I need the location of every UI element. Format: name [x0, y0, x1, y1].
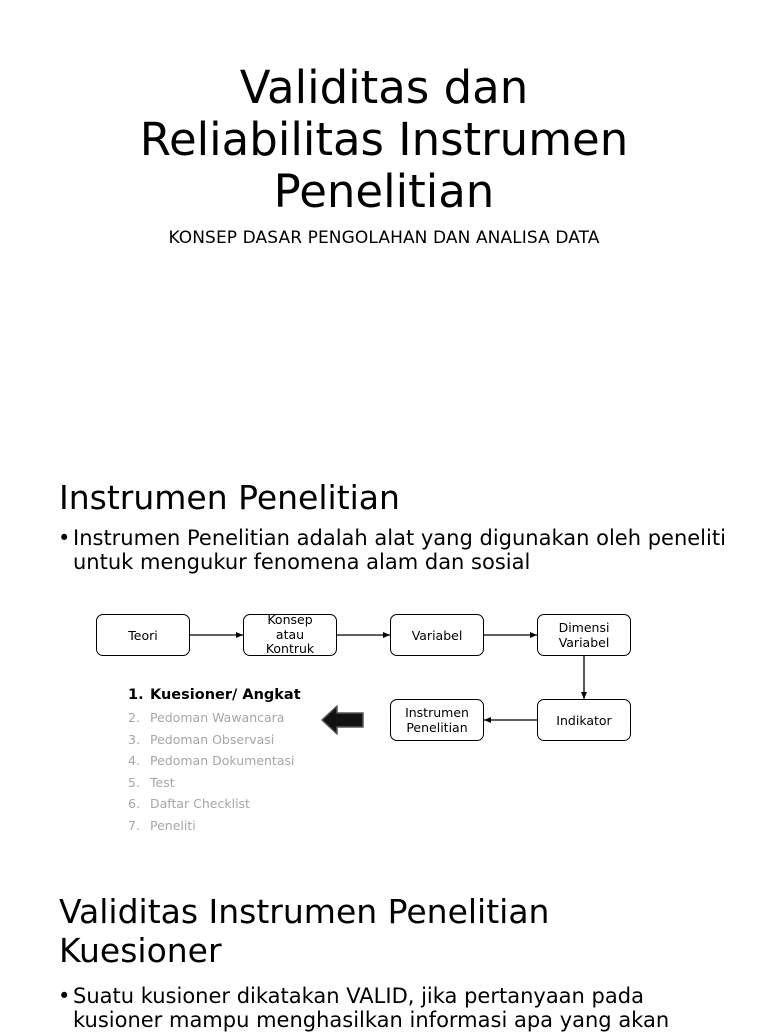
list-label: Daftar Checklist — [150, 796, 250, 812]
node-konsep — [243, 614, 337, 656]
instrumen-slide — [0, 440, 768, 860]
node-label: Variabel — [558, 635, 610, 650]
node-label: Instrumen — [405, 705, 469, 720]
left-arrow-icon — [322, 706, 363, 734]
list-number: 6. — [128, 796, 140, 812]
node-label: atau — [275, 626, 305, 642]
validitas-slide — [0, 860, 768, 1032]
bullet-icon: • — [58, 984, 71, 1008]
list-label: Kuesioner/ Angkat — [150, 687, 301, 703]
list-number: 2. — [128, 710, 140, 725]
node-label: Teori — [128, 627, 158, 643]
slide-heading — [59, 892, 549, 970]
title-line: Penelitian — [273, 165, 495, 218]
node-instrumen — [390, 699, 484, 741]
list-item — [128, 683, 301, 707]
node-label: Variabel — [411, 627, 463, 643]
slide-subtitle: KONSEP DASAR PENGOLAHAN DAN ANALISA DATA — [168, 228, 600, 248]
list-number: 7. — [128, 817, 140, 833]
bullet-point — [58, 526, 746, 574]
node-variabel — [390, 614, 484, 656]
title-line: Reliabilitas Instrumen — [139, 113, 629, 166]
list-label: Pedoman Dokumentasi — [150, 753, 295, 769]
node-dimensi — [537, 614, 631, 656]
node-indikator — [537, 699, 631, 741]
slide-title — [60, 62, 708, 218]
list-item — [128, 707, 301, 729]
title-slide — [0, 0, 768, 440]
list-label: Peneliti — [150, 817, 196, 833]
list-number: 3. — [128, 731, 140, 747]
node-label: Dimensi — [558, 620, 610, 635]
node-teori — [96, 614, 190, 656]
node-label: Konsep — [267, 614, 313, 628]
bullet-point — [58, 984, 738, 1032]
list-label: Pedoman Wawancara — [150, 710, 285, 725]
instrument-list — [128, 683, 301, 837]
list-item — [128, 750, 301, 772]
title-line: Validitas dan — [239, 61, 529, 114]
node-label: Indikator — [556, 712, 612, 728]
slide-heading: Instrumen Penelitian — [59, 478, 400, 517]
list-number: 1. — [128, 687, 144, 703]
list-number: 5. — [128, 774, 140, 790]
node-label: Kontruk — [265, 641, 315, 656]
list-item — [128, 772, 301, 794]
list-item — [128, 815, 301, 837]
heading-line: Kuesioner — [59, 931, 222, 970]
bullet-text: Instrumen Penelitian adalah alat yang digunakan oleh peneliti untuk mengukur fenomena alam dan sosial — [73, 526, 746, 574]
list-item — [128, 729, 301, 751]
list-item — [128, 793, 301, 815]
bullet-text: Suatu kusioner dikatakan VALID, jika pertanyaan pada kusioner mampu menghasilkan informasi apa yang akan — [73, 984, 670, 1032]
list-label: Test — [150, 774, 175, 790]
list-label: Pedoman Observasi — [150, 731, 275, 747]
heading-line: Validitas Instrumen Penelitian — [59, 892, 550, 931]
node-label: Penelitian — [406, 720, 468, 735]
list-number: 4. — [128, 753, 140, 769]
bullet-icon: • — [58, 526, 71, 550]
